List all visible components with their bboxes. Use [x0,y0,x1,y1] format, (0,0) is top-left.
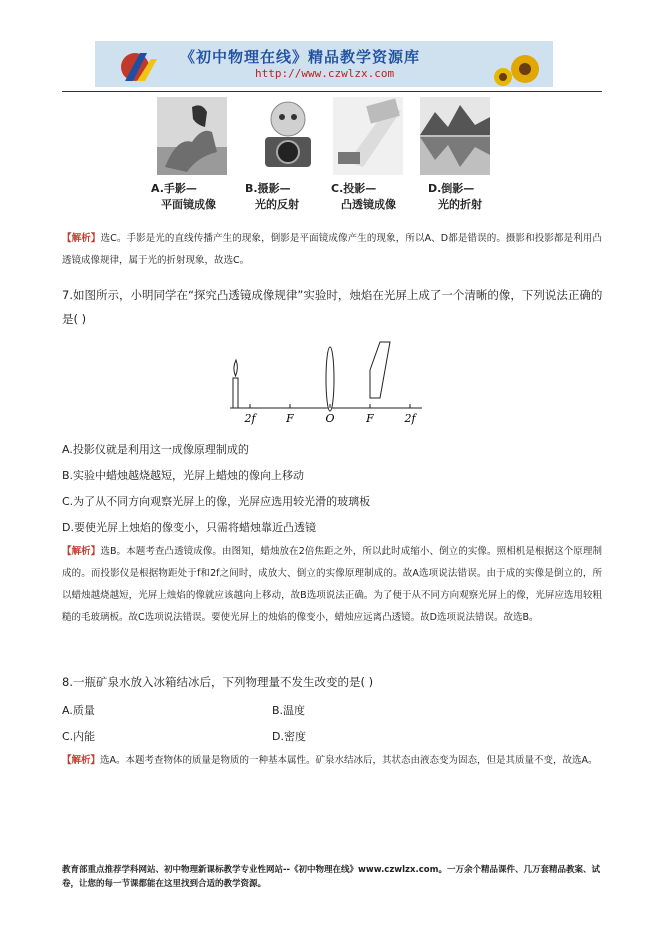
figure-caption-d: D.倒影— 光的折射 [428,182,482,211]
analysis-tag: 【解析】 [62,755,101,766]
header-divider [62,91,602,92]
axis-label-f-right: F [366,412,374,425]
figure-caption-a: A.手影— 平面镜成像 [151,182,216,211]
figure-caption-b: B.摄影— 光的反射 [245,182,299,211]
q8-option-b: B.温度 [272,704,306,717]
axis-label-o: O [325,412,335,425]
banner-title: 《初中物理在线》精品教学资源库 [180,48,421,66]
photo-camera [253,97,323,175]
page-footer: 教育部重点推荐学科网站、初中物理新课标教学专业性网站--《初中物理在线》www.czwlzx.com。一万余个精品课件、几万套精品教案、试卷，让您的每一节课都能在这里找到合适的教学资源。 [62,865,600,889]
axis-label-2f-right: 2f [404,412,416,425]
q8-option-a: A.质量 [62,704,95,717]
analysis-q8: 【解析】选A。本题考查物体的质量是物质的一种基本属性。矿泉水结冰后，其状态由液态变为固态，但是其质量不变，故选A。 [62,755,598,766]
header-banner [95,41,553,87]
analysis-tag: 【解析】 [62,233,101,244]
banner-url[interactable]: http://www.czwlzx.com [255,67,395,80]
q8-option-c: C.内能 [62,730,96,743]
analysis-tag: 【解析】 [62,546,101,557]
question-8-stem: 8.一瓶矿泉水放入冰箱结冰后，下列物理量不发生改变的是( ) [62,675,374,689]
q7-option-d: D.要使光屏上烛焰的像变小，只需将蜡烛靠近凸透镜 [62,521,316,534]
photo-hand-shadow [157,97,227,175]
q7-option-c: C.为了从不同方向观察光屏上的像，光屏应选用较光滑的玻璃板 [62,495,371,508]
axis-label-2f-left: 2f [244,412,256,425]
axis-label-f-left: F [286,412,294,425]
question-7-stem: 7.如图所示，小明同学在“探究凸透镜成像规律”实验时，烛焰在光屏上成了一个清晰的像，下列说法正确的是( ) [62,288,603,326]
figure-caption-c: C.投影— 凸透镜成像 [331,182,396,211]
lens-diagram [222,340,432,430]
q8-option-d: D.密度 [272,730,306,743]
q7-option-a: A.投影仪就是利用这一成像原理制成的 [62,443,249,456]
analysis-q7: 【解析】选B。本题考查凸透镜成像。由图知，蜡烛放在2倍焦距之外，所以此时成缩小、倒立的实像。照相机是根据这个原理制成的。而投影仪是根据物距处于f和2f之间时，成放大、倒立的实像原理制成的。故A选项说法错误。由于成的实像是倒立的，所以蜡烛越烧越短，光屏上烛焰的像就应该越向上移动，故B选项说法正确。为了便于从不同方向观察光屏上的像，光屏应选用较粗糙的毛玻璃板。故C选项说法错误。要使光屏上的烛焰的像变小，蜡烛应远离凸透镜。故D选项说法错误。故选B。 [62,546,602,623]
analysis-q6: 【解析】选C。手影是光的直线传播产生的现象，倒影是平面镜成像产生的现象，所以A、D都是错误的。摄影和投影都是利用凸透镜成像规律，属于光的折射现象，故选C。 [62,233,602,266]
photo-reflection [420,97,490,175]
photo-projector [333,97,403,175]
q7-option-b: B.实验中蜡烛越烧越短，光屏上蜡烛的像向上移动 [62,469,305,482]
